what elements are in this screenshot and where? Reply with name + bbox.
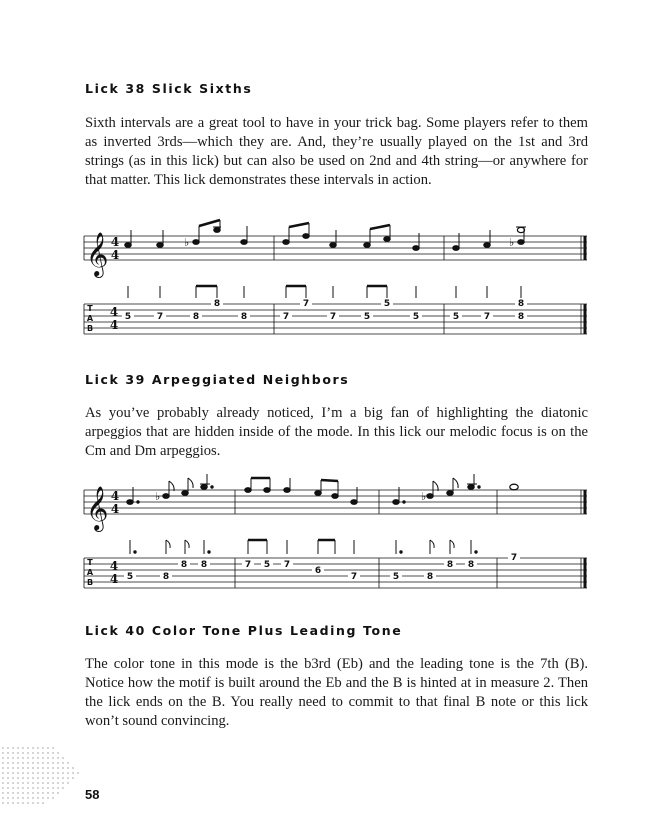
tab-fret: 5 [263,560,271,570]
time-sig-top: 4 [110,489,120,503]
tab-label: A [86,568,94,577]
tab-fret: 8 [467,560,475,570]
tab-fret: 5 [383,299,391,309]
tab-fret: 7 [483,312,491,322]
tab-fret: 7 [156,312,164,322]
time-sig-bottom: 4 [109,318,119,332]
lick-38-tab-rhythm [128,286,521,298]
lick-40-description: The color tone in this mode is the b3rd (Eb) and the leading tone is the 7th (B). Notice how the motif is built around the Eb and the B is hinted at in measure 2. Then the lick ends on the B. You really need to commit to that final B note or this lick won’t sound convincing. [85,656,588,729]
tab-fret: 8 [426,572,434,582]
tab-fret: 8 [192,312,200,322]
lick-39-tab-rhythm [130,540,477,554]
tab-label: B [86,324,94,333]
tab-fret: 7 [244,560,252,570]
lick-39-notation [84,476,599,598]
tab-fret: 7 [350,572,358,582]
flat-accidental: ♭ [509,236,515,249]
tab-fret: 8 [200,560,208,570]
tab-label: T [87,304,93,313]
tab-label: B [86,578,94,587]
tab-fret: 5 [392,572,400,582]
tab-fret: 6 [314,566,322,576]
page-number: 58 [85,787,100,802]
tab-fret: 5 [126,572,134,582]
tab-fret: 7 [329,312,337,322]
tab-fret: 8 [517,312,525,322]
tab-label: A [86,314,94,323]
tab-fret: 8 [240,312,248,322]
tab-fret: 8 [446,560,454,570]
lick-38-heading: Lick 38 Slick Sixths [85,81,253,96]
time-sig-top: 4 [109,559,119,573]
time-sig-bottom: 4 [110,248,120,262]
tab-fret: 8 [180,560,188,570]
lick-39-notes [127,474,518,504]
treble-clef: 𝄞 [86,232,109,276]
tab-fret: 8 [162,572,170,582]
time-sig-bottom: 4 [110,502,120,516]
lick-38-description: Sixth intervals are a great tool to have in your trick bag. Some players refer to them as inverted 3rds—which they are. And, they’re usually played on the 1st and 3rd strings (as in this lick) but can also be used on 2nd and 4th string—or anywhere for that matter. This lick demonstrates these intervals in action. [85,115,588,188]
tab-fret: 7 [282,312,290,322]
tab-fret: 7 [302,299,310,309]
lick-39-description: As you’ve probably already noticed, I’m a big fan of highlighting the diatonic arpeggios that are hidden inside of the mode. In this lick our melodic focus is on the Cm and Dm arpeggios. [85,405,588,459]
tab-fret: 7 [510,553,518,563]
tab-fret: 5 [124,312,132,322]
tab-label: T [87,558,93,567]
lick-39-heading: Lick 39 Arpeggiated Neighbors [85,372,350,387]
flat-accidental: ♭ [421,490,427,503]
time-sig-top: 4 [109,305,119,319]
treble-clef: 𝄞 [86,486,109,530]
tab-fret: 8 [517,299,525,309]
tab-fret: 5 [412,312,420,322]
tab-fret: 8 [213,299,221,309]
tab-fret: 7 [283,560,291,570]
lick-38-frets-string1 [211,298,527,309]
lick-38-frets-string3 [122,311,527,322]
tab-fret: 5 [452,312,460,322]
lick-38-notation [84,222,599,342]
flat-accidental: ♭ [184,236,190,249]
time-sig-top: 4 [110,235,120,249]
lick-40-heading: Lick 40 Color Tone Plus Leading Tone [85,623,403,638]
lick-39-frets-string2 [178,559,477,570]
decorative-dot-pattern [0,745,90,815]
time-sig-bottom: 4 [109,572,119,586]
flat-accidental: ♭ [155,490,161,503]
lick-39-frets-string4 [124,571,436,582]
tab-fret: 5 [363,312,371,322]
